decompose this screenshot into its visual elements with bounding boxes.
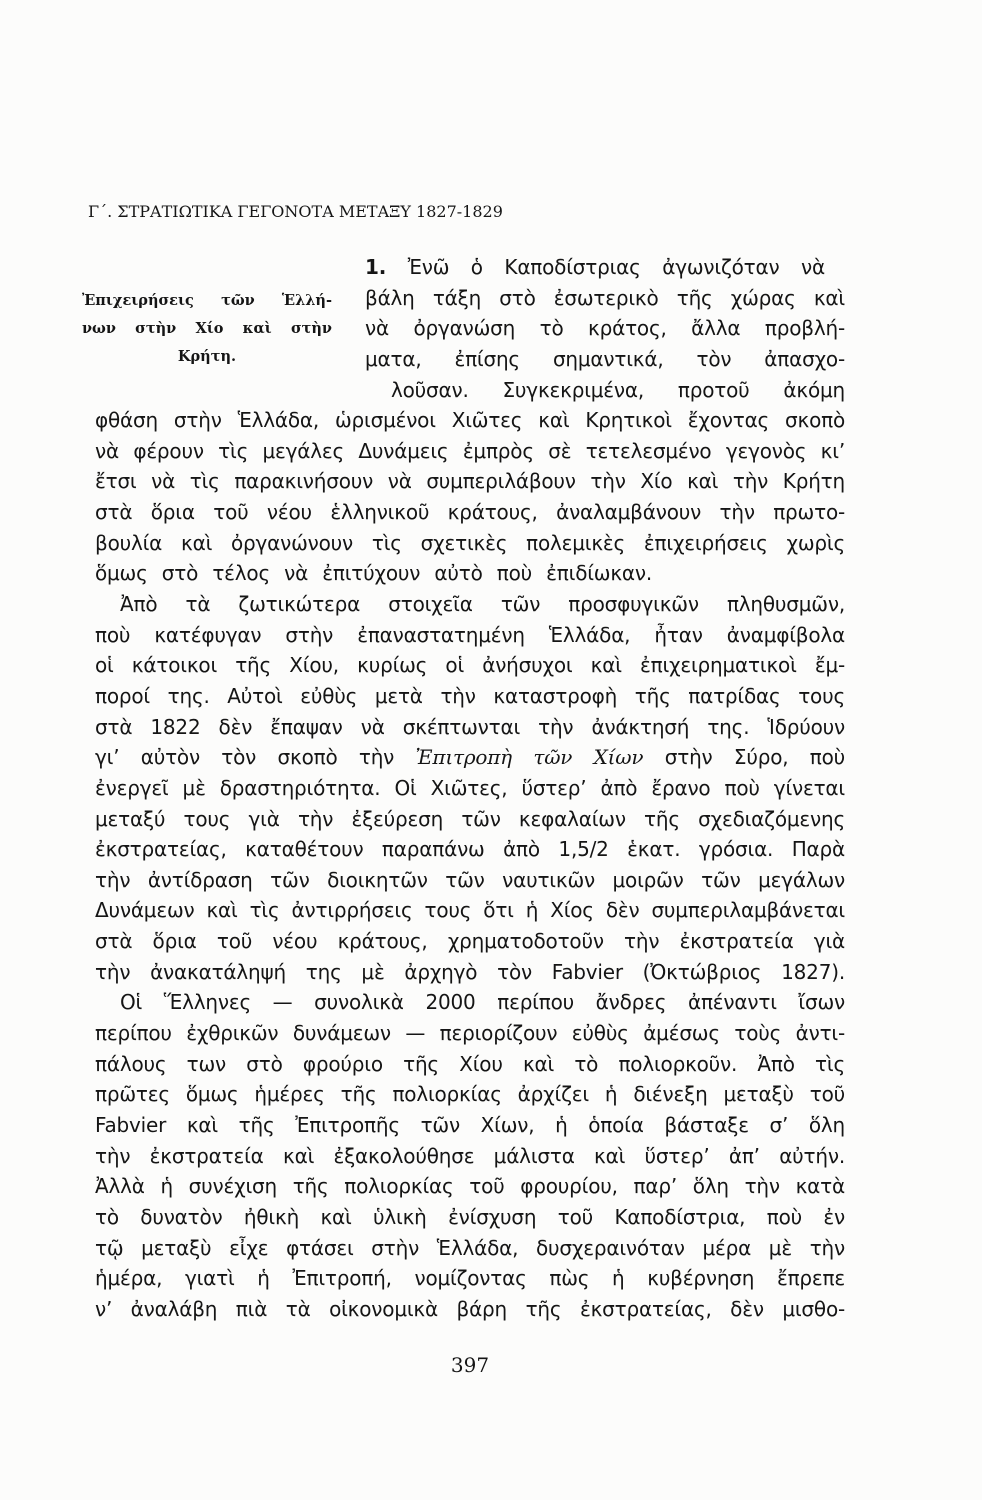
body-text-line: στὰ ὅρια τοῦ νέου ἑλληνικοῦ κράτους, ἀναλαμβάνουν τὴν πρωτο- [95, 500, 845, 525]
margin-note-line: Κρήτη. [177, 348, 237, 365]
body-text-line: Δυνάμεων καὶ τὶς ἀντιρρήσεις τους ὅτι ἡ Χίος δὲν συμπεριλαμβάνεται [95, 898, 845, 923]
paragraph-number: 1. [365, 255, 387, 279]
body-text-line: τὴν ἀνακατάληψή της μὲ ἀρχηγὸ τὸν Fabvier (Ὀκτώβριος 1827). [95, 959, 845, 984]
body-text-line: τὸ δυνατὸν ἠθικὴ καὶ ὑλικὴ ἐνίσχυση τοῦ Καποδίστρια, ποὺ ἐν [95, 1204, 845, 1229]
margin-note-line: Ἐπιχειρήσεις τῶν Ἑλλή- [82, 292, 332, 309]
body-text-line: ὅμως στὸ τέλος νὰ ἐπιτύχουν αὐτὸ ποὺ ἐπιδίωκαν. [95, 561, 653, 586]
body-text-line [365, 252, 825, 283]
body-text-line: τὴν ἀντίδραση τῶν διοικητῶν τῶν ναυτικῶν μοιρῶν τῶν μεγάλων [95, 867, 845, 892]
body-text-line: οἱ κάτοικοι τῆς Χίου, κυρίως οἱ ἀνήσυχοι καὶ ἐπιχειρηματικοὶ ἔμ- [95, 653, 845, 678]
body-text-line: Ἀλλὰ ἡ συνέχιση τῆς πολιορκίας τοῦ φρουρίου, παρ’ ὅλη τὴν κατὰ [95, 1174, 845, 1199]
body-text-line: ἡμέρα, γιατὶ ἡ Ἐπιτροπή, νομίζοντας πὼς ἡ κυβέρνηση ἔπρεπε [95, 1266, 845, 1291]
body-text-line: πρῶτες ὅμως ἡμέρες τῆς πολιορκίας ἀρχίζει ἡ διένεξη μεταξὺ τοῦ [95, 1082, 845, 1107]
body-text-line: ματα, ἐπίσης σημαντικά, τὸν ἀπασχο- [365, 346, 845, 371]
body-text [0, 252, 982, 1324]
italic-term: Ἐπιτροπὴ τῶν Χίων [415, 745, 644, 770]
body-text-line: Ἀπὸ τὰ ζωτικώτερα στοιχεῖα τῶν προσφυγικῶν πληθυσμῶν, [120, 592, 845, 617]
body-text-line: ἐκστρατείας, καταθέτουν παραπάνω ἀπὸ 1,5/2 ἑκατ. γρόσια. Παρὰ [95, 837, 845, 862]
body-text-line: ν’ ἀναλάβη πιὰ τὰ οἰκονομικὰ βάρη τῆς ἐκστρατείας, δὲν μισθο- [95, 1296, 845, 1321]
body-text-line: Fabvier καὶ τῆς Ἐπιτροπῆς τῶν Χίων, ἡ ὁποία βάσταξε σ’ ὅλη [95, 1112, 845, 1137]
body-text-line: ποροί της. Αὐτοὶ εὐθὺς μετὰ τὴν καταστροφὴ τῆς πατρίδας τους [95, 683, 845, 708]
body-text-line: ποὺ κατέφυγαν στὴν ἐπαναστατημένη Ἑλλάδα, ἦταν ἀναμφίβολα [95, 622, 845, 647]
body-text-line: Οἱ Ἕλληνες — συνολικὰ 2000 περίπου ἄνδρες ἀπέναντι ἴσων [120, 990, 845, 1015]
body-text-line: ἔτσι νὰ τὶς παρακινήσουν νὰ συμπεριλάβουν τὴν Χίο καὶ τὴν Κρήτη [95, 469, 845, 494]
body-text-line: φθάση στὴν Ἑλλάδα, ὡρισμένοι Χιῶτες καὶ Κρητικοὶ ἔχοντας σκοπὸ [95, 408, 845, 433]
line-text: Ἐνῶ ὁ Καποδίστριας ἀγωνιζόταν νὰ [407, 255, 825, 279]
line-text: γι’ αὐτὸν τὸν σκοπὸ τὴν [95, 745, 395, 770]
line-text: στὴν Σύρο, ποὺ [664, 745, 846, 770]
body-text-line [95, 742, 845, 773]
body-text-line: στὰ ὅρια τοῦ νέου κράτους, χρηματοδοτοῦν τὴν ἐκστρατεία γιὰ [95, 929, 845, 954]
body-text-line: περίπου ἐχθρικῶν δυνάμεων — περιορίζουν εὐθὺς ἀμέσως τοὺς ἀντι- [95, 1021, 845, 1046]
body-text-line: βάλη τάξη στὸ ἐσωτερικὸ τῆς χώρας καὶ [365, 285, 845, 310]
body-text-line: πάλους των στὸ φρούριο τῆς Χίου καὶ τὸ πολιορκοῦν. Ἀπὸ τὶς [95, 1051, 845, 1076]
margin-note-line: νων στὴν Χίο καὶ στὴν [82, 320, 332, 337]
body-text-line: νὰ φέρουν τὶς μεγάλες Δυνάμεις ἐμπρὸς σὲ τετελεσμένο γεγονὸς κι’ [95, 438, 845, 463]
body-text-line: τὴν ἐκστρατεία καὶ ἐξακολούθησε μάλιστα καὶ ὕστερ’ ἀπ’ αὐτήν. [95, 1143, 845, 1168]
body-text-line: στὰ 1822 δὲν ἔπαψαν νὰ σκέπτωνται τὴν ἀνάκτησή της. Ἱδρύουν [95, 714, 845, 739]
body-text-line: λοῦσαν. Συγκεκριμένα, προτοῦ ἀκόμη [391, 377, 845, 402]
body-text-line: βουλία καὶ ὀργανώνουν τὶς σχετικὲς πολεμικὲς ἐπιχειρήσεις χωρὶς [95, 530, 845, 555]
body-text-line: μεταξύ τους γιὰ τὴν ἐξεύρεση τῶν κεφαλαίων τῆς σχεδιαζόμενης [95, 806, 845, 831]
body-text-line: τῷ μεταξὺ εἶχε φτάσει στὴν Ἑλλάδα, δυσχεραινόταν μέρα μὲ τὴν [95, 1235, 845, 1260]
page-number: 397 [450, 1353, 490, 1377]
body-text-line: νὰ ὀργανώση τὸ κράτος, ἄλλα προβλή- [365, 316, 845, 341]
section-heading: Γ΄. ΣΤΡΑΤΙΩΤΙΚΑ ΓΕΓΟΝΟΤΑ ΜΕΤΑΞΥ 1827-1829 [88, 202, 503, 221]
body-text-line: ἐνεργεῖ μὲ δραστηριότητα. Οἱ Χιῶτες, ὕστερ’ ἀπὸ ἔρανο ποὺ γίνεται [95, 775, 845, 800]
